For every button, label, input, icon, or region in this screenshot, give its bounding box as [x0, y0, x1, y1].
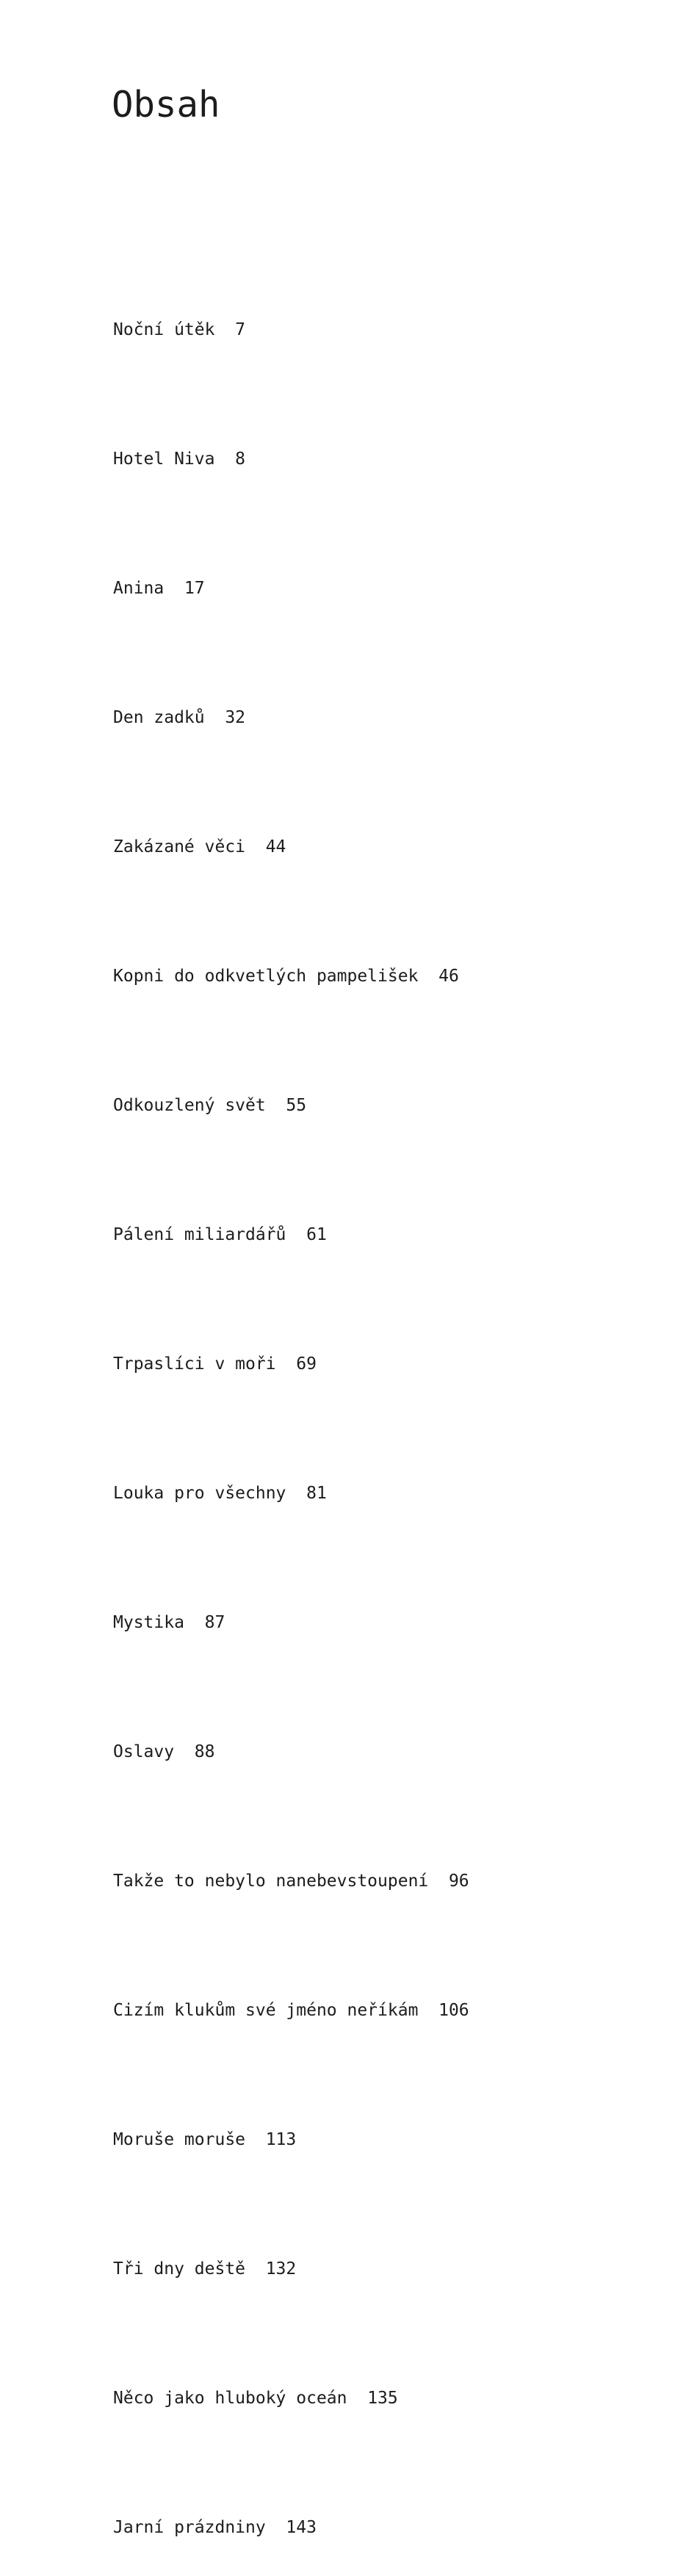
- toc-entry-title: Odkouzlený svět: [113, 1096, 266, 1115]
- toc-entry: [113, 1348, 469, 1380]
- toc-entry-page-number: 55: [286, 1096, 307, 1115]
- toc-entry: [113, 2382, 469, 2414]
- toc-entry-title: Pálení miliardářů: [113, 1225, 286, 1244]
- toc-entry-page-number: 88: [194, 1742, 215, 1761]
- toc-entry-page-number: 135: [367, 2389, 398, 2408]
- toc-entry: [113, 1606, 469, 1639]
- toc-entry: [113, 572, 469, 605]
- toc-entry: [113, 2253, 469, 2285]
- toc-entry-page-number: 8: [235, 450, 246, 469]
- toc-entry-page-number: 17: [184, 579, 205, 598]
- toc-entry: [113, 960, 469, 992]
- toc-entry-page-number: 132: [265, 2259, 297, 2279]
- toc-entry: [113, 2511, 469, 2544]
- toc-entry: [113, 831, 469, 863]
- toc-entry-title: Noční útěk: [113, 320, 215, 339]
- toc-entry: [113, 1994, 469, 2027]
- toc-entry-title: Moruše moruše: [113, 2130, 246, 2149]
- toc-entry: [113, 1736, 469, 1768]
- toc-entry-title: Louka pro všechny: [113, 1484, 286, 1503]
- toc-entry-title: Tři dny deště: [113, 2259, 246, 2279]
- toc-entry-title: Trpaslíci v moři: [113, 1354, 276, 1374]
- toc-entry: [113, 443, 469, 475]
- toc-entry-title: Hotel Niva: [113, 450, 215, 469]
- toc-entry-title: Zakázané věci: [113, 837, 246, 856]
- toc-entry: [113, 2124, 469, 2156]
- toc-entry-page-number: 69: [296, 1354, 317, 1374]
- toc-entry-page-number: 44: [265, 837, 286, 856]
- toc-entry-title: Oslavy: [113, 1742, 175, 1761]
- toc-entry-page-number: 61: [306, 1225, 327, 1244]
- toc-entry-title: Kopni do odkvetlých pampelišek: [113, 967, 419, 986]
- toc-entry-title: Cizím klukům své jméno neříkám: [113, 2001, 419, 2020]
- toc-entry: [113, 1865, 469, 1897]
- toc-entry: [113, 1219, 469, 1251]
- toc-list: [113, 249, 469, 2576]
- toc-entry: [113, 1477, 469, 1509]
- toc-entry-title: Anina: [113, 579, 165, 598]
- toc-entry-page-number: 7: [235, 320, 246, 339]
- toc-entry-page-number: 96: [448, 1872, 469, 1891]
- toc-entry-page-number: 32: [225, 708, 246, 727]
- toc-entry-title: Takže to nebylo nanebevstoupení: [113, 1872, 429, 1891]
- toc-entry: [113, 701, 469, 734]
- toc-entry-page-number: 106: [438, 2001, 469, 2020]
- toc-entry-page-number: 87: [204, 1613, 225, 1632]
- toc-entry-title: Mystika: [113, 1613, 184, 1632]
- toc-entry: [113, 1089, 469, 1122]
- toc-entry-title: Jarní prázdniny: [113, 2518, 266, 2537]
- toc-entry-page-number: 113: [265, 2130, 297, 2149]
- toc-entry-page-number: 46: [438, 967, 459, 986]
- toc-entry: [113, 314, 469, 346]
- page-title: Obsah: [112, 84, 220, 126]
- toc-entry-page-number: 81: [306, 1484, 327, 1503]
- toc-entry-page-number: 143: [286, 2518, 317, 2537]
- toc-entry-title: Den zadků: [113, 708, 205, 727]
- toc-entry-title: Něco jako hluboký oceán: [113, 2389, 347, 2408]
